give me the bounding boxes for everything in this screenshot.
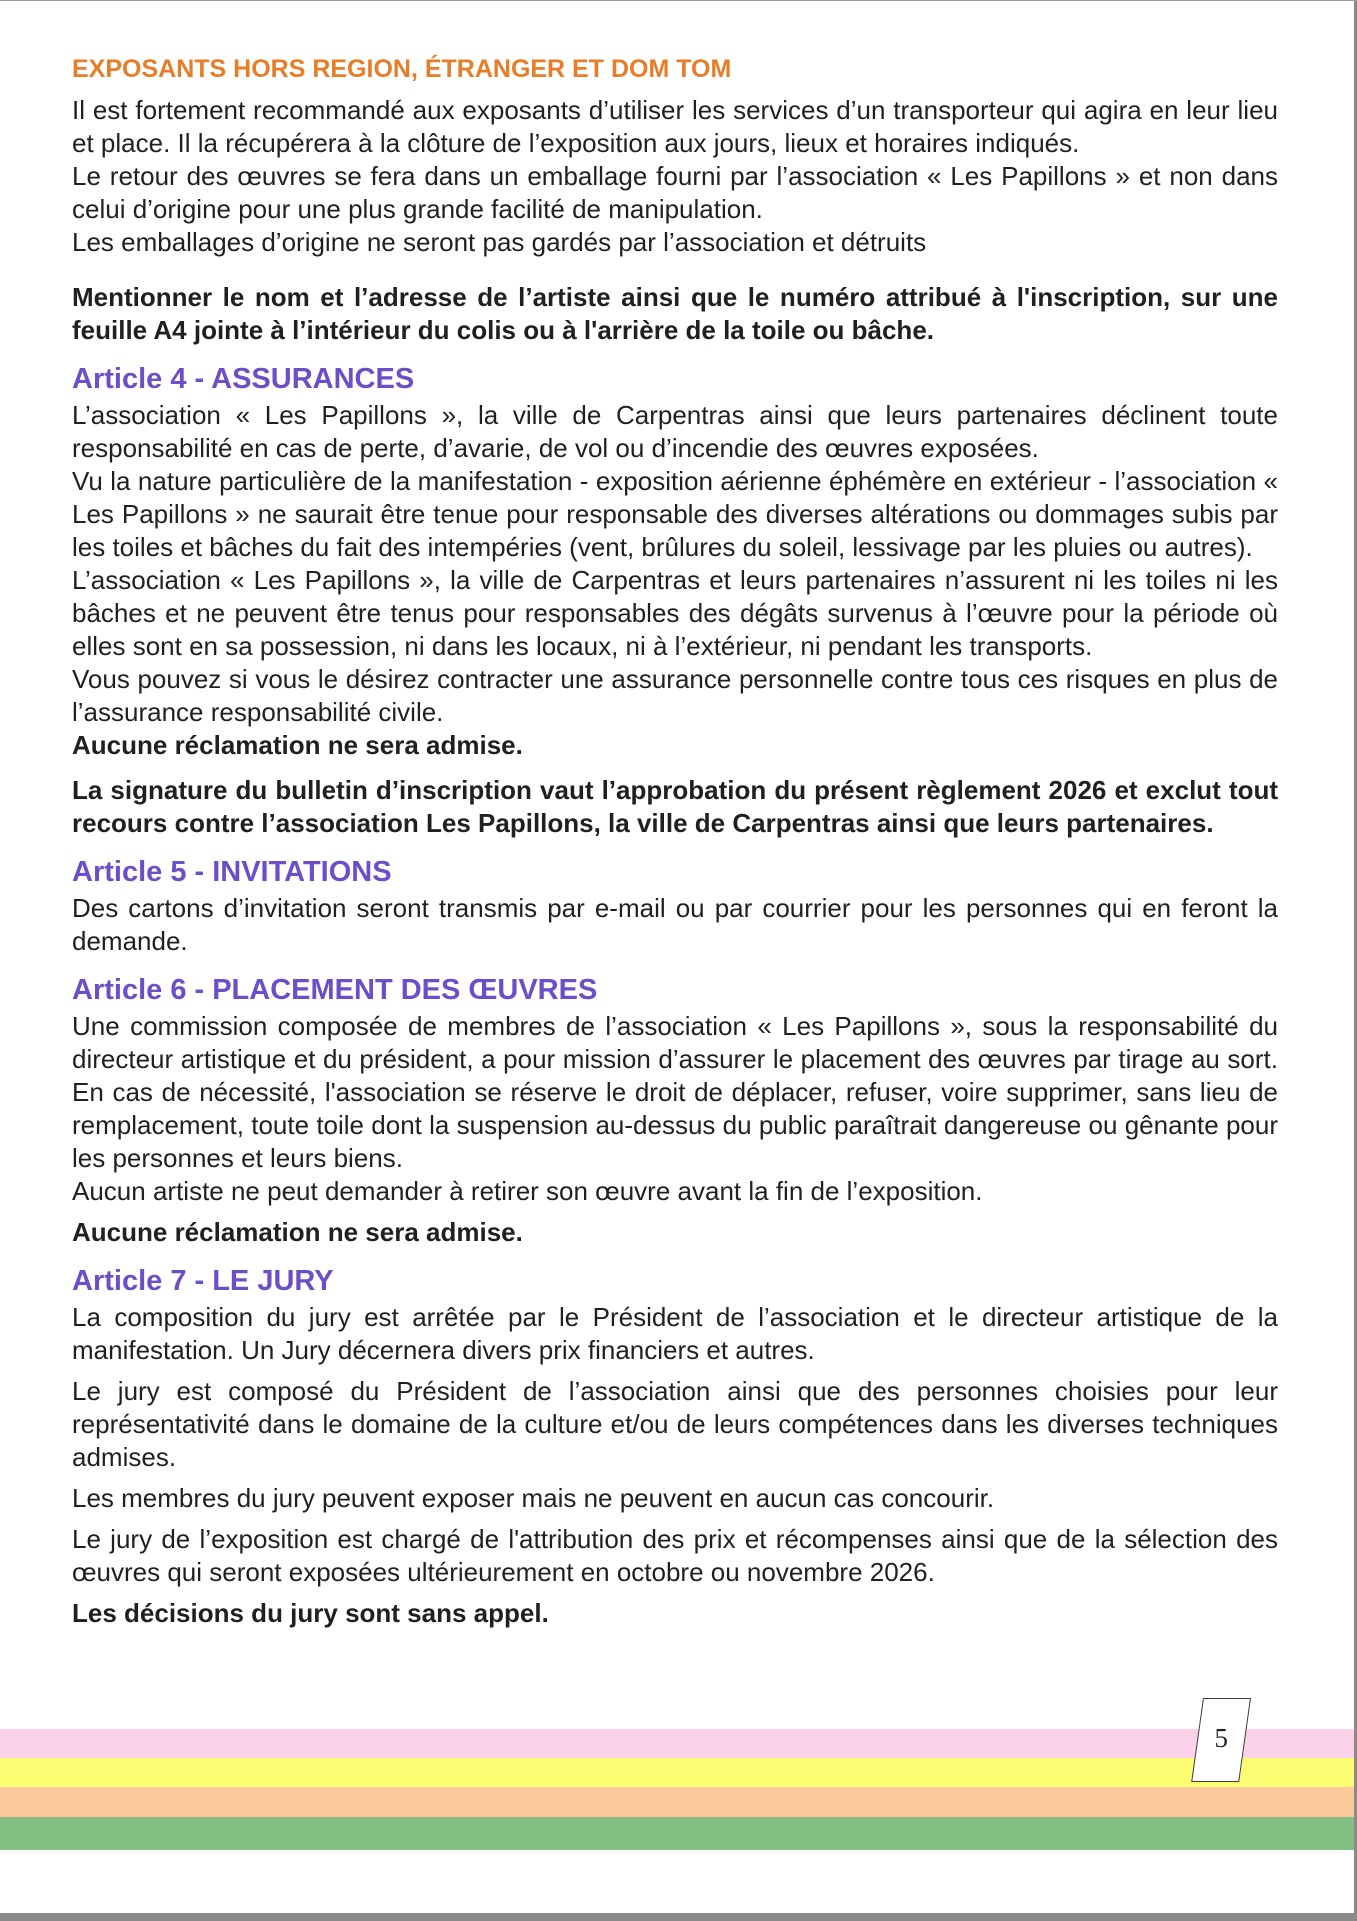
paragraph-reclamation2-bold: Aucune réclamation ne sera admise. (72, 1217, 523, 1247)
paragraph-assurance-1: L’association « Les Papillons », la ville de Carpentras ainsi que leurs partenaires déclinent toute responsabilité en cas de perte, d’avarie, de vol ou d’incendie des œuvres exposées. (72, 400, 1278, 463)
paragraph-mentionner-bold: Mentionner le nom et l’adresse de l’artiste ainsi que le numéro attribué à l'inscription, sur une feuille A4 jointe à l’intérieur du colis ou à l'arrière de la toile ou bâche. (72, 282, 1278, 345)
paragraph-reclamation-bold: Aucune réclamation ne sera admise. (72, 730, 523, 760)
heading-article-4: Article 4 - ASSURANCES (72, 363, 415, 395)
footer-stripe-pink (0, 1729, 1357, 1758)
paragraph-signature-bold: La signature du bulletin d’inscription vaut l’approbation du présent règlement 2026 et exclut tout recours contre l’association Les Papillons, la ville de Carpentras ainsi que leurs partenaires. (72, 775, 1278, 838)
heading-article-7: Article 7 - LE JURY (72, 1265, 334, 1297)
paragraph-jury-3: Les membres du jury peuvent exposer mais ne peuvent en aucun cas concourir. (72, 1483, 995, 1513)
footer-stripe-yellow (0, 1758, 1357, 1787)
paragraph-jury-1: La composition du jury est arrêtée par le Président de l’association et le directeur artistique de la manifestation. Un Jury décernera divers prix financiers et autres. (72, 1302, 1278, 1365)
paragraph-placement-2: Aucun artiste ne peut demander à retirer son œuvre avant la fin de l’exposition. (72, 1176, 983, 1206)
paragraph-jury-4: Le jury de l’exposition est chargé de l'attribution des prix et récompenses ainsi que de la sélection des œuvres qui seront exposées ultérieurement en octobre ou novembre 2026. (72, 1524, 1278, 1587)
document-content (72, 55, 1278, 1630)
paragraph-transporteur: Il est fortement recommandé aux exposants d’utiliser les services d’un transporteur qui agira en leur lieu et place. Il la récupérera à la clôture de l’exposition aux jours, lieux et horaires indiqués. (72, 95, 1278, 158)
paragraph-decisions-bold: Les décisions du jury sont sans appel. (72, 1598, 549, 1628)
paragraph-placement-1: Une commission composée de membres de l’association « Les Papillons », sous la responsabilité du directeur artistique et du président, a pour mission d’assurer le placement des œuvres par tirage au sort. En cas de nécessité, l'association se réserve le droit de déplacer, refuser, voire supprimer, sans lieu de remplacement, toute toile dont la suspension au-dessus du public paraîtrait dangereuse ou gênante pour les personnes et leurs biens. (72, 1011, 1278, 1173)
paragraph-emballages: Les emballages d’origine ne seront pas gardés par l’association et détruits (72, 227, 927, 257)
paragraph-retour-oeuvres: Le retour des œuvres se fera dans un emballage fourni par l’association « Les Papillons » et non dans celui d’origine pour une plus grande facilité de manipulation. (72, 161, 1278, 224)
paragraph-assurance-4: Vous pouvez si vous le désirez contracter une assurance personnelle contre tous ces risques en plus de l’assurance responsabilité civile. (72, 664, 1278, 727)
paragraph-jury-2: Le jury est composé du Président de l’association ainsi que des personnes choisies pour leur représentativité dans le domaine de la culture et/ou de leurs compétences dans les diverses techniques admises. (72, 1376, 1278, 1472)
paragraph-invitations: Des cartons d’invitation seront transmis par e-mail ou par courrier pour les personnes qui en feront la demande. (72, 893, 1278, 956)
page-number: 5 (1214, 1723, 1229, 1753)
heading-article-5: Article 5 - INVITATIONS (72, 856, 392, 888)
footer-stripe-peach (0, 1787, 1357, 1817)
paragraph-assurance-2: Vu la nature particulière de la manifestation - exposition aérienne éphémère en extérieur - l’association « Les Papillons » ne saurait être tenue pour responsable des diverses altérations ou dommages subis par les toiles et bâches du fait des intempéries (vent, brûlures du soleil, lessivage par les pluies ou autres). (72, 466, 1278, 562)
page-title: EXPOSANTS HORS REGION, ÉTRANGER ET DOM TOM (72, 55, 732, 83)
footer-stripe-green (0, 1817, 1357, 1850)
heading-article-6: Article 6 - PLACEMENT DES ŒUVRES (72, 974, 598, 1006)
paragraph-assurance-3: L’association « Les Papillons », la ville de Carpentras et leurs partenaires n’assurent ni les toiles ni les bâches et ne peuvent être tenus pour responsables des dégâts survenus à l’œuvre pour la période où elles sont en sa possession, ni dans les locaux, ni à l’extérieur, ni pendant les transports. (72, 565, 1278, 661)
